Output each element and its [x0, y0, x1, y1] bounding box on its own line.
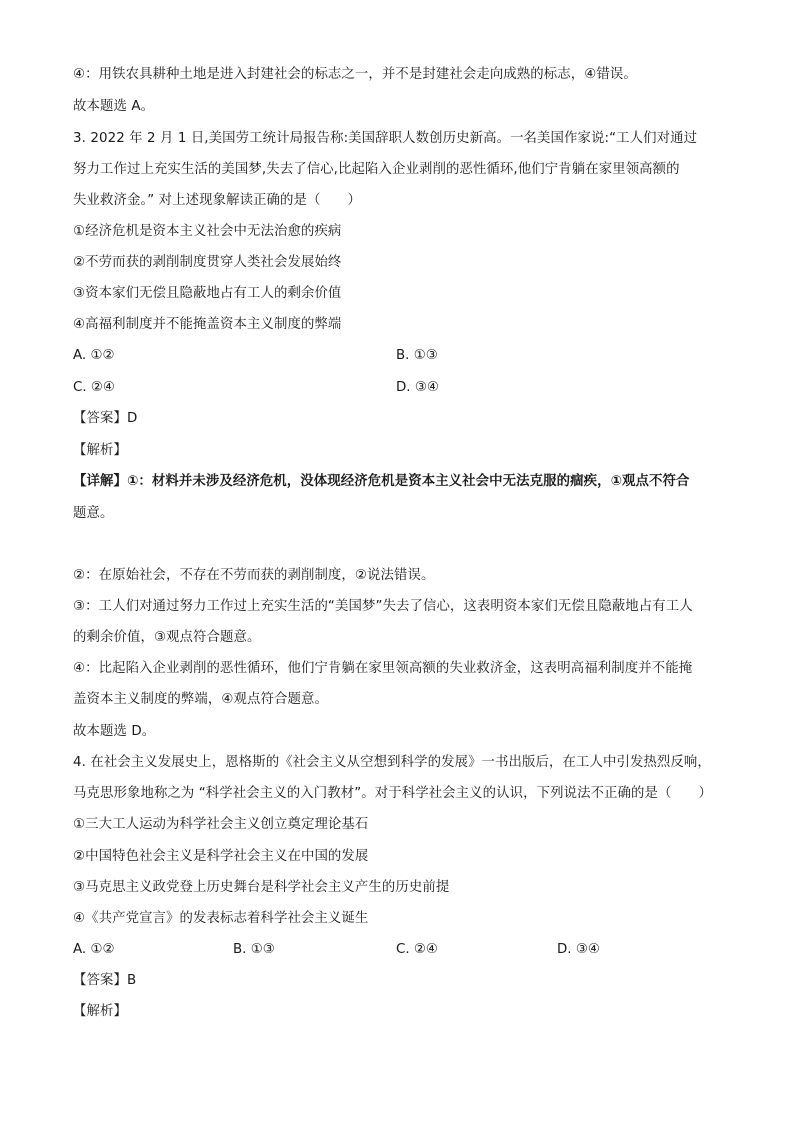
- q4-option-c: C. ②④: [396, 942, 438, 957]
- q3-detail-2: ②：在原始社会，不存在不劳而获的剥削制度，②说法错误。: [73, 568, 435, 583]
- q4-statement-1: ①三大工人运动为科学社会主义创立奠定理论基石: [73, 817, 369, 832]
- q2-conclusion: 故本题选 A。: [73, 99, 155, 114]
- q3-stem-line-3: 失业救济金。” 对上述现象解读正确的是（ ）: [73, 193, 361, 208]
- q3-answer: 【答案】D: [73, 411, 138, 426]
- q3-option-d: D. ③④: [396, 380, 439, 395]
- q4-option-a: A. ①②: [73, 942, 115, 957]
- q4-stem-line-1: 4. 在社会主义发展史上，恩格斯的《社会主义从空想到科学的发展》一书出版后，在工人中引发热烈反响，: [73, 755, 711, 770]
- q2-analysis-4: ④：用铁农具耕种土地是进入封建社会的标志之一，并不是封建社会走向成熟的标志，④错误。: [73, 67, 637, 82]
- q4-statement-3: ③马克思主义政党登上历史舞台是科学社会主义产生的历史前提: [73, 880, 450, 895]
- q3-statement-4: ④高福利制度并不能掩盖资本主义制度的弊端: [73, 317, 342, 332]
- q3-statement-1: ①经济危机是资本主义社会中无法治愈的疾病: [73, 224, 342, 239]
- q3-detail-3-line-1: ③：工人们对通过努力工作过上充实生活的“美国梦”失去了信心，这表明资本家们无偿且隐蔽地占有工人: [73, 599, 693, 614]
- q4-option-d: D. ③④: [557, 942, 600, 957]
- q3-option-c: C. ②④: [73, 380, 115, 395]
- q3-stem-line-1: 3. 2022 年 2 月 1 日,美国劳工统计局报告称:美国辞职人数创历史新高。一名美国作家说:“工人们对通过: [73, 131, 698, 146]
- q3-detail-4-line-1: ④：比起陷入企业剥削的恶性循环，他们宁肯躺在家里领高额的失业救济金，这表明高福利制度并不能掩: [73, 661, 693, 676]
- q4-option-b: B. ①③: [233, 942, 275, 957]
- q4-answer: 【答案】B: [73, 973, 137, 988]
- q3-detail-3-line-2: 的剩余价值，③观点符合题意。: [73, 630, 261, 645]
- q3-detail-line-1: 【详解】①：材料并未涉及经济危机，没体现经济危机是资本主义社会中无法克服的痼疾，①观点不符合: [73, 474, 690, 489]
- q4-statement-4: ④《共产党宣言》的发表标志着科学社会主义诞生: [73, 911, 369, 926]
- q3-conclusion: 故本题选 D。: [73, 724, 156, 739]
- q3-stem-line-2: 努力工作过上充实生活的美国梦,失去了信心,比起陷入企业剥削的恶性循环,他们宁肯躺在家里领高额的: [73, 162, 680, 177]
- q4-statement-2: ②中国特色社会主义是科学社会主义在中国的发展: [73, 849, 369, 864]
- q3-option-b: B. ①③: [396, 348, 438, 363]
- q3-option-a: A. ①②: [73, 348, 115, 363]
- q3-statement-2: ②不劳而获的剥削制度贯穿人类社会发展始终: [73, 255, 342, 270]
- q3-statement-3: ③资本家们无偿且隐蔽地占有工人的剩余价值: [73, 286, 342, 301]
- q4-analysis-label: 【解析】: [73, 1004, 127, 1019]
- q3-detail-line-2: 题意。: [73, 506, 114, 521]
- q3-detail-4-line-2: 盖资本主义制度的弊端，④观点符合题意。: [73, 692, 328, 707]
- q4-stem-line-2: 马克思形象地称之为 “科学社会主义的入门教材”。对于科学社会主义的认识，下列说法不正确的是（ ）: [73, 786, 712, 801]
- q3-analysis-label: 【解析】: [73, 443, 127, 458]
